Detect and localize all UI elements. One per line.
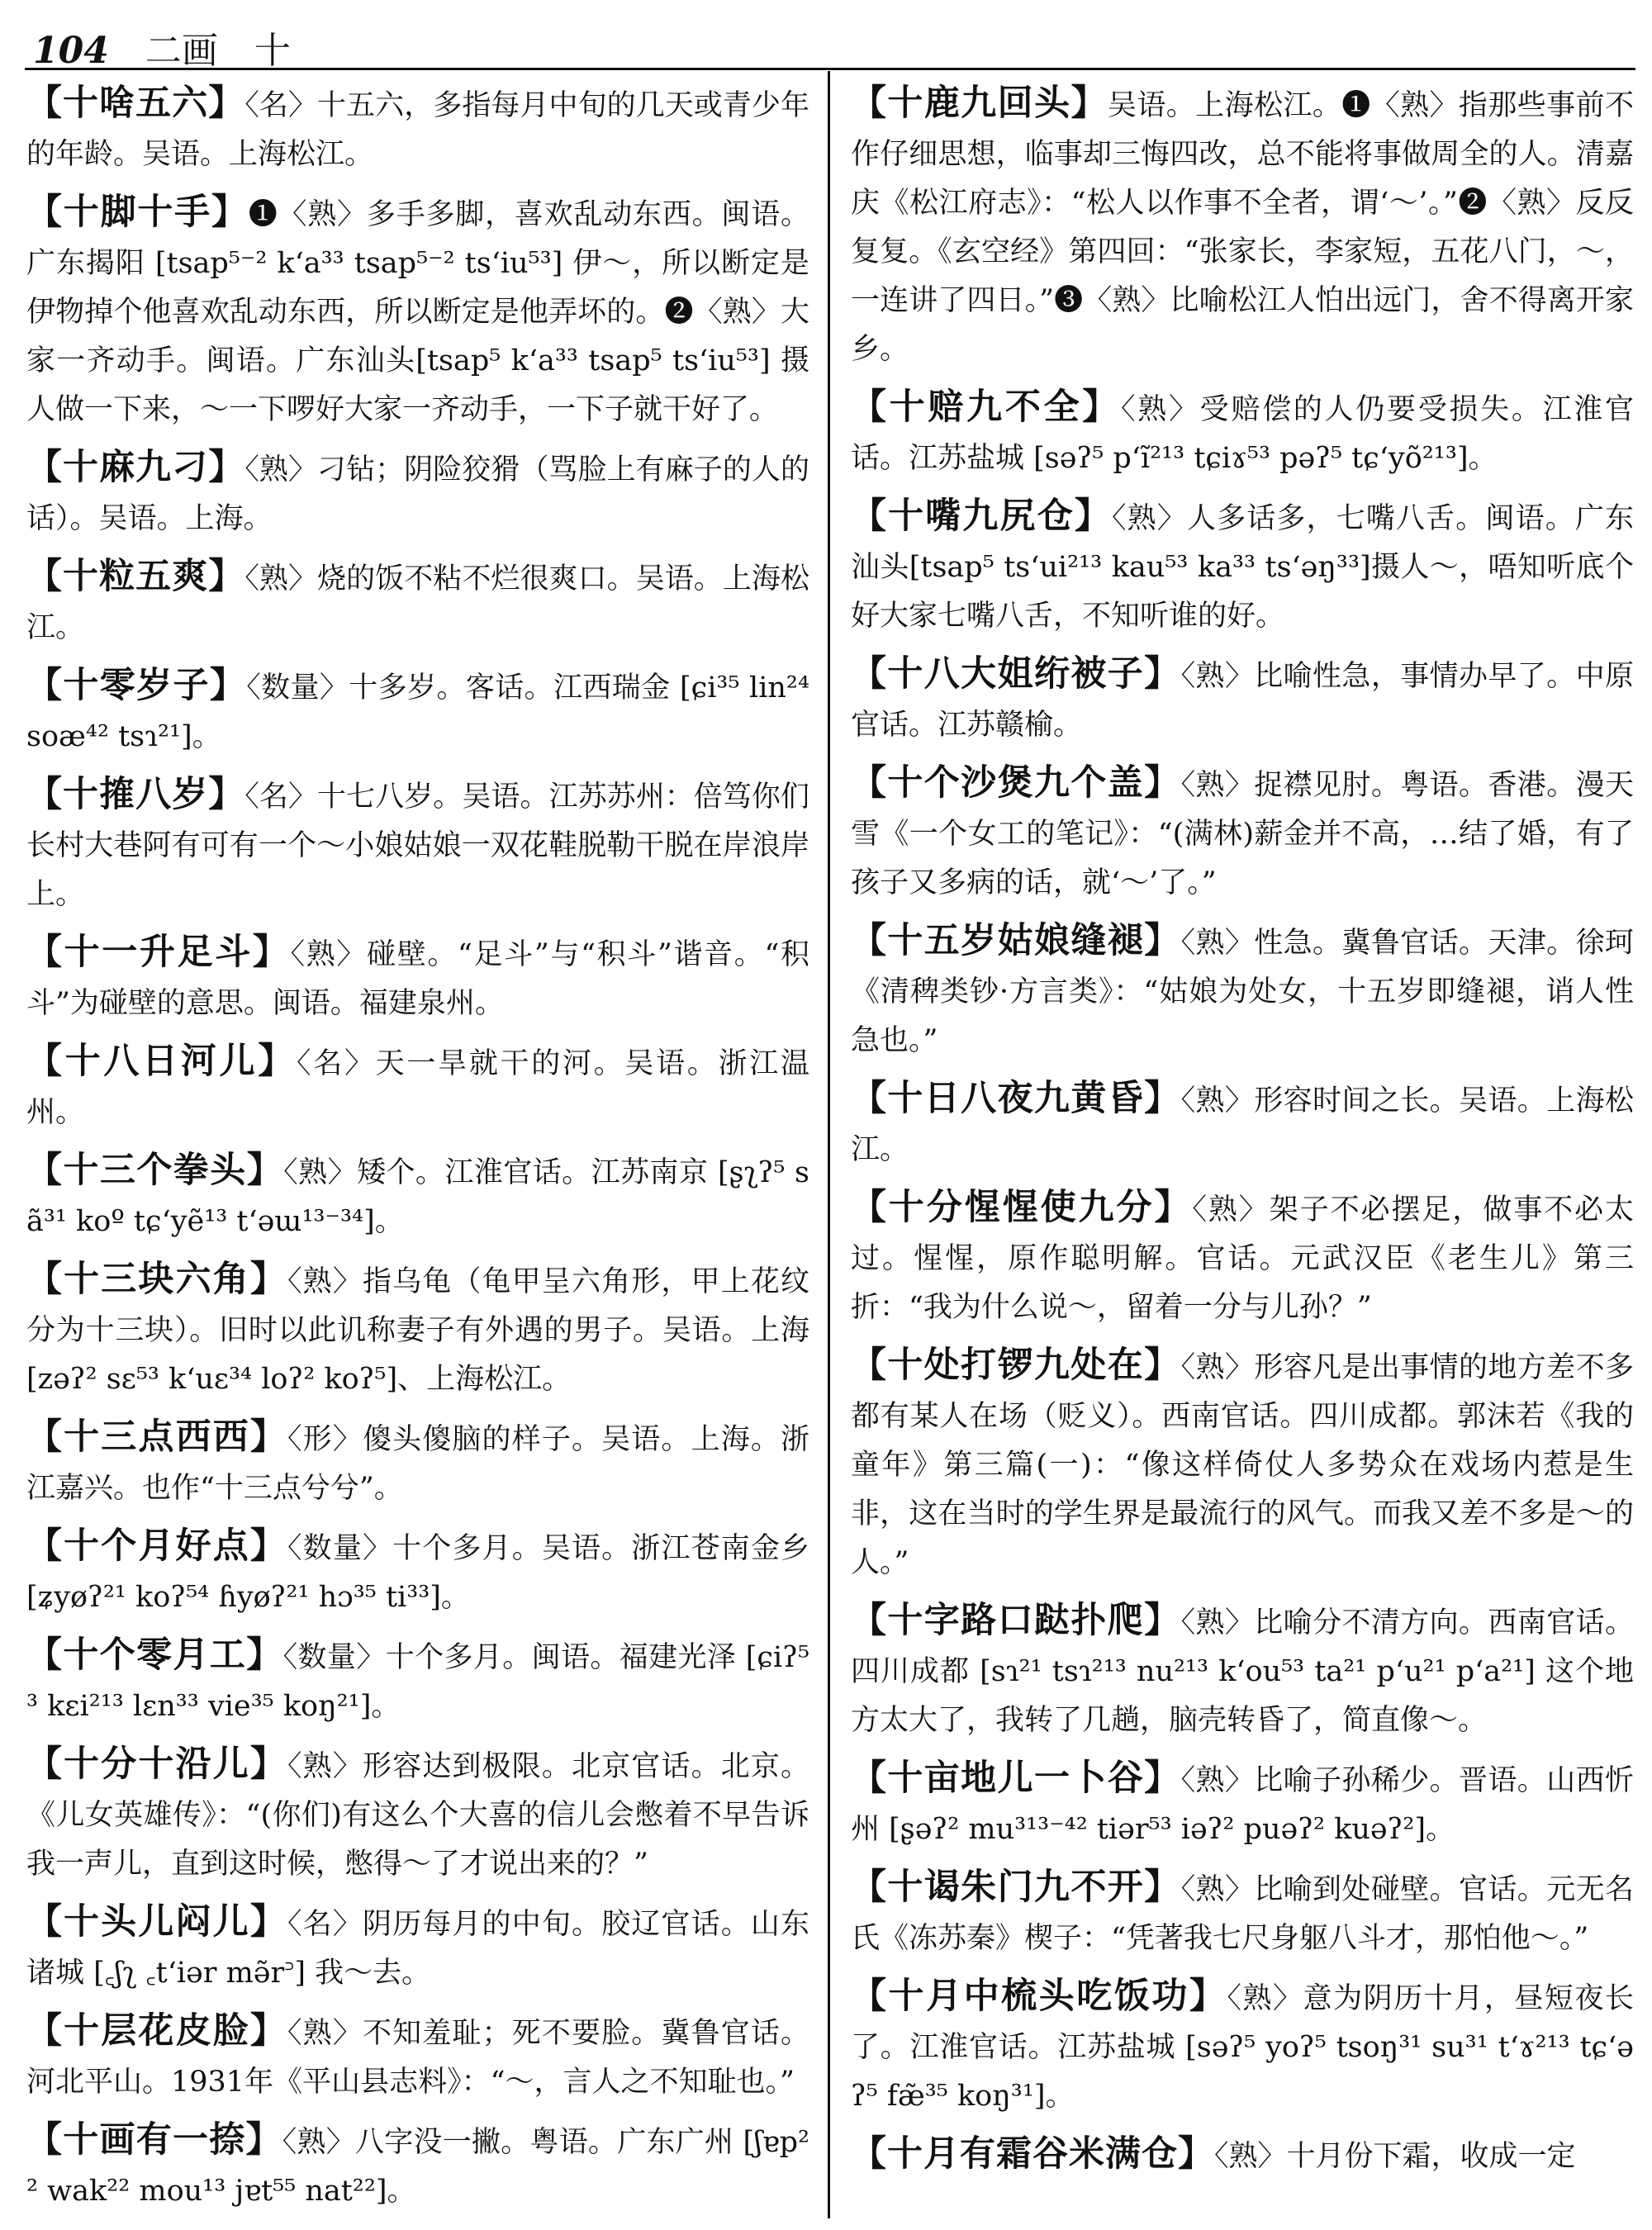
dictionary-entry [26, 2007, 809, 2107]
dictionary-entry [851, 1341, 1634, 1587]
entry-headword: 【十月中梳头吃饭功】 [851, 1976, 1227, 2017]
dictionary-entry [851, 759, 1634, 908]
entry-text: 〈数量〉十多岁。客话。江西瑞金 [ɕi³⁵ lin²⁴ soæ⁴² tsɿ²¹]。 [26, 671, 809, 753]
entry-text: 〈数量〉十个多月。吴语。浙江苍南金乡[ʑyøʔ²¹ koʔ⁵⁴ ɦyøʔ²¹ hɔ³⁵ ti³³]。 [26, 1532, 809, 1614]
entry-text: 〈熟〉性急。冀鲁官话。天津。徐珂《清稗类钞·方言类》：“姑娘为处女，十五岁即缝褪，诮人性急也。” [851, 927, 1634, 1057]
dictionary-entry [851, 1075, 1634, 1174]
dictionary-entry [26, 1631, 809, 1731]
entry-headword: 【十日八夜九黄昏】 [851, 1078, 1181, 1119]
dictionary-entry [851, 1972, 1634, 2121]
dictionary-entry [26, 1522, 809, 1622]
entry-headword: 【十字路口跶扑爬】 [851, 1600, 1181, 1641]
entry-text: 〈熟〉不知羞耻；死不要脸。冀鲁官话。河北平山。1931年《平山县志料》：“～，言人之不知耻也。” [26, 2017, 809, 2099]
entry-text: 〈熟〉比喻分不清方向。西南官话。四川成都 [sɿ²¹ tsɿ²¹³ nu²¹³ k‘ou⁵³ ta²¹ p‘u²¹ p‘a²¹] 这个地方太大了，我转了几趟，脑壳转昏了，简直像～。 [851, 1606, 1634, 1737]
entry-headword: 【十月有霜谷米满仓】 [851, 2133, 1214, 2175]
entry-headword: 【十分惺惺使九分】 [851, 1187, 1193, 1228]
entry-headword: 【十啥五六】 [26, 83, 245, 124]
running-header [33, 18, 1619, 72]
dictionary-entry [851, 492, 1634, 641]
dictionary-entry [26, 662, 809, 762]
entry-headword: 【十五岁姑娘缝褪】 [851, 920, 1181, 961]
entry-headword: 【十麻九刁】 [26, 447, 245, 488]
entry-headword: 【十一升足斗】 [26, 932, 291, 973]
entry-text: 〈熟〉比喻性急，事情办早了。中原官话。江苏赣榆。 [851, 660, 1634, 742]
entry-headword: 【十分十沿儿】 [26, 1744, 288, 1785]
entry-headword: 【十三块六角】 [26, 1259, 288, 1300]
right-column [851, 79, 1634, 2218]
entry-text: 〈熟〉形容凡是出事情的地方差不多都有某人在场（贬义）。西南官话。四川成都。郭沫若《我的童年》第三篇(一)：“像这样倚仗人多势众在戏场内惹是生非，这在当时的学生界是最流行的风气。而我又差不多是～的人。” [851, 1351, 1634, 1579]
dictionary-entry [26, 1037, 809, 1137]
dictionary-entry [26, 79, 809, 179]
dictionary-entry [851, 1184, 1634, 1332]
entry-headword: 【十鹿九回头】 [851, 83, 1108, 124]
entry-text: 〈熟〉比喻子孙稀少。晋语。山西忻州 [ʂəʔ² mu³¹³⁻⁴² tiər⁵³ iəʔ² puəʔ² kuəʔ²]。 [851, 1764, 1634, 1846]
entry-headword: 【十亩地儿一卜谷】 [851, 1758, 1181, 1799]
dictionary-entry [26, 444, 809, 543]
dictionary-entry [26, 928, 809, 1028]
entry-headword: 【十零岁子】 [26, 665, 247, 706]
entry-text: 〈熟〉比喻到处碰壁。官话。元无名氏《冻苏秦》楔子：“凭著我七尺身躯八斗才，那怕他～。” [851, 1873, 1634, 1955]
entry-text: 〈熟〉烧的饭不粘不烂很爽口。吴语。上海松江。 [26, 562, 809, 644]
entry-text: 〈熟〉十月份下霜，收成一定 [1214, 2140, 1576, 2173]
dictionary-entry [26, 1146, 809, 1246]
entry-headword: 【十脚十手】 [26, 192, 249, 233]
dictionary-entry [851, 1863, 1634, 1963]
entry-text: 〈熟〉受赔偿的人仍要受损失。江淮官话。江苏盐城 [səʔ⁵ p‘ĩ²¹³ tɕiɤ⁵³ pəʔ⁵ tɕ‘yõ²¹³]。 [851, 393, 1634, 475]
dictionary-entry [851, 650, 1634, 750]
entry-text: 〈熟〉架子不必摆足，做事不必太过。惺惺，原作聪明解。官话。元武汉臣《老生儿》第三折：“我为什么说～，留着一分与儿孙？” [851, 1193, 1634, 1324]
entry-headword: 【十层花皮脸】 [26, 2010, 288, 2052]
dictionary-entry [26, 1898, 809, 1998]
left-column [26, 79, 809, 2218]
dictionary-entry [851, 2130, 1634, 2181]
dictionary-entry [26, 553, 809, 652]
entry-headword: 【十嘴九尻仓】 [851, 496, 1113, 537]
dictionary-entry [851, 383, 1634, 483]
entry-text: 〈名〉天一旱就干的河。吴语。浙江温州。 [26, 1047, 809, 1129]
entry-headword: 【十赔九不全】 [851, 387, 1122, 428]
entry-headword: 【十处打锣九处在】 [851, 1345, 1181, 1386]
entry-text: 〈名〉十七八岁。吴语。江苏苏州：倍笃你们长村大巷阿有可有一个～小娘姑娘一双花鞋脱勒干脱在岸浪岸上。 [26, 780, 809, 911]
entry-headword: 【十头儿闷儿】 [26, 1901, 288, 1943]
entry-text: 〈形〉傻头傻脑的样子。吴语。上海。浙江嘉兴。也作“十三点兮兮”。 [26, 1423, 809, 1505]
dictionary-entry [851, 1754, 1634, 1854]
entry-text: 〈熟〉人多话多，七嘴八舌。闽语。广东汕头[tsap⁵ ts‘ui²¹³ kau⁵³ ka³³ ts‘əŋ³³]摄人～，唔知听底个好大家七嘴八舌，不知听谁的好。 [851, 502, 1634, 633]
entry-headword: 【十个沙煲九个盖】 [851, 762, 1181, 804]
entry-text: 〈熟〉形容达到极限。北京官话。北京。《儿女英雄传》：“(你们)有这么个大喜的信儿会憋着不早告诉我一声儿，直到这时候，憋得～了才说出来的？” [26, 1750, 809, 1881]
dictionary-entry [26, 1255, 809, 1404]
column-divider [828, 71, 830, 2218]
page-number: 104 [33, 30, 109, 72]
entry-text: 〈名〉十五六，多指每月中旬的几天或青少年的年龄。吴语。上海松江。 [26, 89, 809, 171]
radical-label: 十 [254, 30, 291, 72]
entry-text: 〈熟〉刁钻；阴险狡猾（骂脸上有麻子的人的话）。吴语。上海。 [26, 453, 809, 535]
dictionary-entry [851, 79, 1634, 374]
entry-text: 〈熟〉指乌龟（龟甲呈六角形，甲上花纹分为十三块）。旧时以此讥称妻子有外遇的男子。吴语。上海[zəʔ² sɛ⁵³ k‘uɛ³⁴ loʔ² koʔ⁵]、上海松江。 [26, 1265, 809, 1396]
dictionary-entry [851, 1597, 1634, 1745]
header-rule [25, 68, 1635, 70]
section-label: 二画 [145, 30, 218, 72]
entry-text: 〈名〉阴历每月的中旬。胶辽官话。山东诸城 [꜀ʃʅ ꜀t‘iər mə̃r꜄] 我～去。 [26, 1908, 809, 1990]
entry-headword: 【十谒朱门九不开】 [851, 1867, 1181, 1908]
entry-text: 〈熟〉碰壁。“足斗”与“积斗”谐音。“积斗”为碰壁的意思。闽语。福建泉州。 [26, 938, 809, 1020]
entry-headword: 【十画有一捺】 [26, 2119, 282, 2161]
entry-headword: 【十三点西西】 [26, 1416, 288, 1458]
entry-headword: 【十个月好点】 [26, 1525, 288, 1567]
dictionary-entry [26, 1740, 809, 1889]
entry-text: 吴语。上海松江。❶〈熟〉指那些事前不作仔细思想，临事却三悔四改，总不能将事做周全的人。清嘉庆《松江府志》：“松人以作事不全者，谓‘～’。”❷〈熟〉反反复复。《玄空经》第四回：“张家长，李家短，五花八门，～，一连讲了四日。”❸〈熟〉比喻松江人怕出远门，舍不得离开家乡。 [851, 89, 1634, 366]
dictionary-entry [851, 917, 1634, 1065]
dictionary-entry [26, 771, 809, 919]
entry-text: 〈熟〉形容时间之长。吴语。上海松江。 [851, 1084, 1634, 1166]
entry-headword: 【十八大姐绗被子】 [851, 653, 1181, 695]
entry-text: 〈熟〉意为阴历十月，昼短夜长了。江淮官话。江苏盐城 [səʔ⁵ yoʔ⁵ tsoŋ³¹ su³¹ t‘ɤ²¹³ tɕ‘əʔ⁵ fæ̃³⁵ koŋ³¹]。 [851, 1982, 1634, 2113]
entry-headword: 【十三个拳头】 [26, 1150, 284, 1191]
entry-headword: 【十搉八岁】 [26, 774, 245, 815]
entry-headword: 【十粒五爽】 [26, 556, 245, 597]
entry-text: ❶〈熟〉多手多脚，喜欢乱动东西。闽语。广东揭阳 [tsap⁵⁻² k‘a³³ tsap⁵⁻² ts‘iu⁵³] 伊～，所以断定是伊物掉个他喜欢乱动东西，所以断定是他弄坏的。❷〈熟〉大家一齐动手。闽语。广东汕头[tsap⁵ k‘a³³ tsap⁵ ts‘iu⁵³] 摄人做一下来，～一下啰好大家一齐动手，一下子就干好了。 [26, 198, 809, 426]
entry-text: 〈熟〉捉襟见肘。粤语。香港。漫天雪《一个女工的笔记》：“(满林)薪金并不高，…结了婚，有了孩子又多病的话，就‘～’了。” [851, 769, 1634, 899]
entry-text: 〈数量〉十个多月。闽语。福建光泽 [ɕiʔ⁵³ kɛi²¹³ lɛn³³ vie³⁵ koŋ²¹]。 [26, 1641, 809, 1723]
dictionary-entry [26, 188, 809, 434]
entry-text: 〈熟〉八字没一撇。粤语。广东广州 [ʃɐp²² wak²² mou¹³ jɐt⁵⁵ nat²²]。 [26, 2126, 809, 2208]
entry-headword: 【十个零月工】 [26, 1635, 283, 1676]
entry-headword: 【十八日河儿】 [26, 1041, 297, 1082]
dictionary-entry [26, 1413, 809, 1513]
entry-text: 〈熟〉矮个。江淮官话。江苏南京 [ʂʅʔ⁵ sã³¹ koº tɕ‘yẽ¹³ t‘əɯ¹³⁻³⁴]。 [26, 1156, 809, 1238]
dictionary-entry [26, 2116, 809, 2216]
